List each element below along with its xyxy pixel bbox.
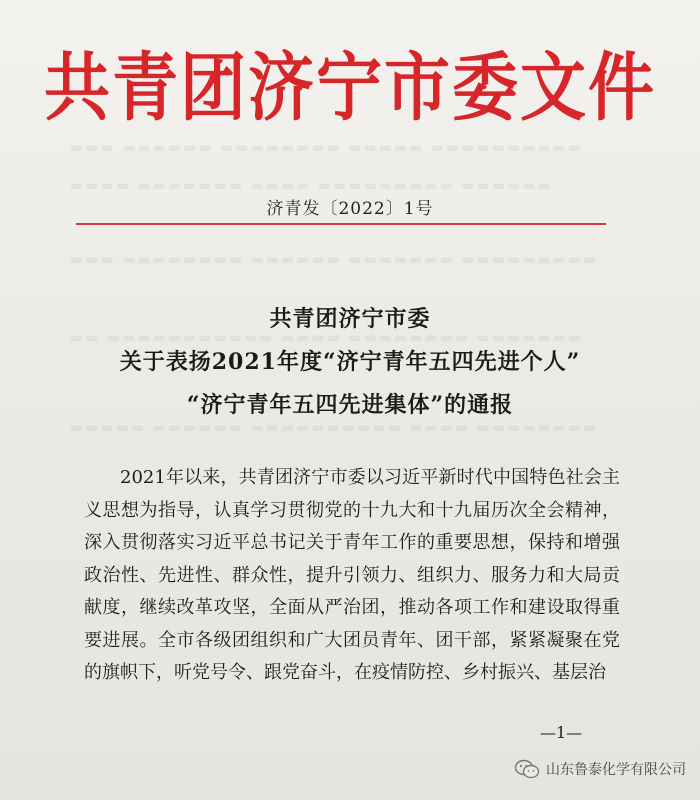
bleed-through-text xyxy=(70,178,660,194)
notice-title-line-1: 共青团济宁市委 xyxy=(269,306,431,332)
bleed-through-text xyxy=(70,140,660,156)
page-number: —1— xyxy=(540,723,583,742)
notice-title-line-2: 关于表扬2021年度“济宁青年五四先进个人” xyxy=(119,349,581,375)
bleed-through-text xyxy=(70,252,660,268)
source-watermark xyxy=(514,756,686,782)
wechat-icon xyxy=(514,759,540,779)
document-masthead: 共青团济宁市委文件 xyxy=(44,44,656,132)
document-number: 济青发〔2022〕1号 xyxy=(266,199,434,219)
body-paragraph: 2021年以来，共青团济宁市委以习近平新时代中国特色社会主义思想为指导，认真学习贯彻党的十九大和十九届历次全会精神，深入贯彻落实习近平总书记关于青年工作的重要思想，保持和增强政治性、先进性、群众性，提升引领力、组织力、服务力和大局贡献度，继续改革攻坚，全面从严治团，推动各项工作和建设取得重要进展。全市各级团组织和广大团员青年、团干部，紧紧凝聚在党的旗帜下，听党号令、跟党奋斗，在疫情防控、乡村振兴、基层治 xyxy=(84,467,620,683)
notice-title-line-3: “济宁青年五四先进集体”的通报 xyxy=(186,392,514,418)
bleed-through-text xyxy=(70,420,660,436)
watermark-text: 山东鲁泰化学有限公司 xyxy=(546,762,686,778)
red-divider-line xyxy=(76,223,606,225)
